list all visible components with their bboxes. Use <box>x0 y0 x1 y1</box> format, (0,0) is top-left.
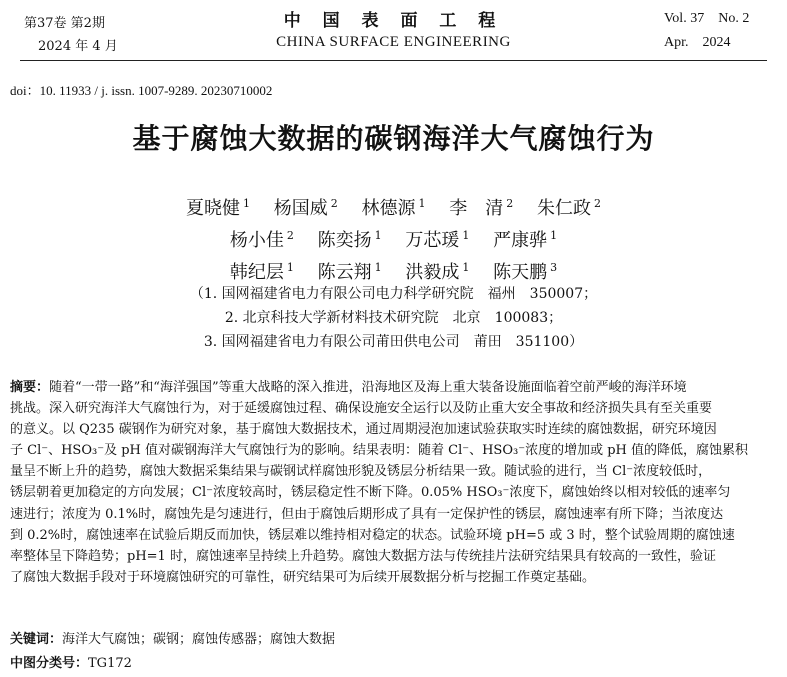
author-affiliation-mark: 1 <box>462 229 470 242</box>
abstract-label: 摘要： <box>10 380 50 395</box>
abstract-line: 率整体呈下降趋势；pH=1 时，腐蚀速率呈持续上升趋势。腐蚀大数据方法与传统挂片法研究结果具有较高的一致性，验证 <box>10 548 716 564</box>
author-list <box>0 190 787 286</box>
author: 洪毅成 $^1$ <box>405 261 470 283</box>
author: 陈天鹏 $^3$ <box>493 261 558 283</box>
author: 夏晓健 $^1$ <box>186 197 251 219</box>
author-affiliation-mark: 1 <box>550 229 558 242</box>
affiliation: 2. 北京科技大学新材料技术研究院 北京 100083； <box>224 310 563 326</box>
doi[interactable]: doi：10. 11933 / j. issn. 1007-9289. 20230710002 <box>10 83 273 98</box>
author-affiliation-mark: 2 <box>506 197 514 210</box>
abstract-line: 挑战。深入研究海洋大气腐蚀行为，对于延缓腐蚀过程、确保设施安全运行以及防止重大安全事故和经济损失具有至关重要 <box>10 401 713 417</box>
author-affiliation-mark: 2 <box>593 197 601 210</box>
author: 杨国威 $^2$ <box>273 197 338 219</box>
affiliation: （1. 国网福建省电力有限公司电力科学研究院 福州 350007； <box>189 286 598 302</box>
author: 万芯瑗 $^1$ <box>405 229 470 251</box>
author: 陈奕扬 $^1$ <box>317 229 382 251</box>
volume-issue-en <box>664 11 749 27</box>
author-affiliation-mark: 1 <box>374 229 382 242</box>
author: 陈云翔 $^1$ <box>317 261 382 283</box>
year-en: 2024 <box>702 35 731 50</box>
journal-header <box>0 0 787 62</box>
issue-en: No. 2 <box>718 11 750 26</box>
publication-date-cn: 2024 年 4 月 <box>38 39 118 54</box>
volume-issue-cn: 第37卷 第2期 <box>24 16 105 31</box>
author-row <box>0 190 787 222</box>
author-affiliation-mark: 1 <box>286 261 294 274</box>
classification <box>10 652 132 671</box>
header-divider <box>20 60 767 61</box>
abstract-line: 锈层朝着更加稳定的方向发展；Cl⁻浓度较高时，锈层稳定性不断下降。0.05% HSO₃⁻浓度下，腐蚀始终以相对较低的速率匀 <box>10 485 731 501</box>
abstract-line: 摘要：随着“一带一路”和“海洋强国”等重大战略的深入推进，沿海地区及海上重大装备设施面临着空前严峻的海洋环境 <box>10 380 687 395</box>
publication-date-en <box>664 35 731 51</box>
classification-code: TG172 <box>88 656 132 671</box>
abstract-line: 到 0.2%时，腐蚀速率在试验后期反而加快，锈层难以维持相对稳定的状态。试验环境 pH=5 或 3 时，整个试验周期的腐蚀速 <box>10 527 735 543</box>
author: 杨小佳 $^2$ <box>229 229 294 251</box>
author: 林德源 $^1$ <box>361 197 426 219</box>
affiliation: 3. 国网福建省电力有限公司莆田供电公司 莆田 351100） <box>203 334 584 350</box>
author-affiliation-mark: 1 <box>374 261 382 274</box>
abstract <box>10 377 775 588</box>
keywords-text: 海洋大气腐蚀；碳钢；腐蚀传感器；腐蚀大数据 <box>62 632 336 647</box>
abstract-line: 了腐蚀大数据手段对于环境腐蚀研究的可靠性，研究结果可为后续开展数据分析与挖掘工作奠定基础。 <box>10 569 596 585</box>
abstract-line: 量呈不断上升的趋势，腐蚀大数据采集结果与碳钢试样腐蚀形貌及锈层分析结果一致。随试验的进行，当 Cl⁻浓度较低时， <box>10 464 712 480</box>
journal-title-en: CHINA SURFACE ENGINEERING <box>276 34 511 50</box>
author: 严康骅 $^1$ <box>493 229 558 251</box>
author-affiliation-mark: 1 <box>243 197 251 210</box>
paper-title: 基于腐蚀大数据的碳钢海洋大气腐蚀行为 <box>132 122 655 155</box>
author: 朱仁政 $^2$ <box>536 197 601 219</box>
author-affiliation-mark: 2 <box>330 197 338 210</box>
abstract-line: 速进行；浓度为 0.1%时，腐蚀先是匀速进行，但由于腐蚀后期形成了具有一定保护性的锈层，腐蚀速率有所下降；当浓度达 <box>10 506 724 522</box>
keywords-label: 关键词： <box>10 632 63 647</box>
author: 李 清 $^2$ <box>449 197 514 219</box>
author-affiliation-mark: 2 <box>286 229 294 242</box>
classification-label: 中图分类号： <box>10 656 89 671</box>
abstract-line: 的意义。以 Q235 碳钢作为研究对象，基于腐蚀大数据技术，通过周期浸泡加速试验获取实时连续的腐蚀数据，研究环境因 <box>10 422 717 438</box>
journal-title-cn: 中 国 表 面 工 程 <box>283 11 504 31</box>
author-affiliation-mark: 3 <box>550 261 558 274</box>
author-row <box>0 222 787 254</box>
month-en: Apr. <box>664 35 689 50</box>
author: 韩纪层 $^1$ <box>229 261 294 283</box>
author-affiliation-mark: 1 <box>418 197 426 210</box>
keywords <box>10 628 335 647</box>
author-affiliation-mark: 1 <box>462 261 470 274</box>
volume-en: Vol. 37 <box>664 11 705 26</box>
abstract-line: 子 Cl⁻、HSO₃⁻及 pH 值对碳钢海洋大气腐蚀行为的影响。结果表明：随着 Cl⁻、HSO₃⁻浓度的增加或 pH 值的降低，腐蚀累积 <box>10 443 748 459</box>
affiliation-list <box>0 282 787 354</box>
